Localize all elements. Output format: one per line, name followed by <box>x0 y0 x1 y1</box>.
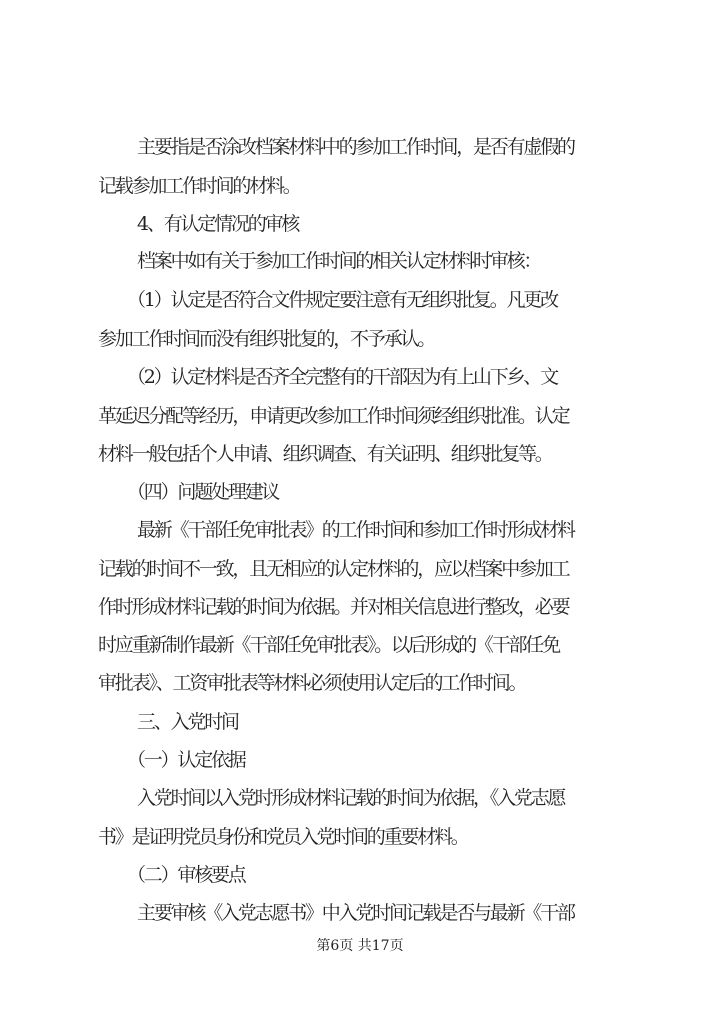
page-number-footer: 第6页 共17页 <box>316 938 404 954</box>
text-line-18: 入党时间以入党时形成材料记载的时间为依据，《入党志愿 <box>137 787 565 809</box>
text-line-9: 材料一般包括个人申请、组织调查、有关证明、组织批复等。 <box>98 443 552 465</box>
text-line-12: 记载的时间不一致，且无相应的认定材料的，应以档案中参加工 <box>98 558 569 580</box>
section-heading-san: 三、入党时间 <box>137 711 238 733</box>
text-line-15: 审批表》、工资审批表等材料必须使用认定后的工作时间。 <box>98 672 526 694</box>
section-heading-si: （四）问题处理建议 <box>127 481 279 503</box>
section-heading-yi: （一）认定依据 <box>127 749 245 771</box>
text-line-19: 书》是证明党员身份和党员入党时间的重要材料。 <box>98 826 468 848</box>
text-line-1: 主要指是否涂改档案材料中的参加工作时间，是否有虚假的 <box>137 136 574 158</box>
text-line-4: 档案中如有关于参加工作时间的相关认定材料时审核： <box>137 250 541 272</box>
section-heading-4: 4、有认定情况的审核 <box>137 213 299 235</box>
text-line-6: 参加工作时间而没有组织批复的，不予承认。 <box>98 328 435 350</box>
text-line-13: 作时形成材料记载的时间为依据。并对相关信息进行整改，必要 <box>98 596 569 618</box>
text-line-14: 时应重新制作最新《干部任免审批表》。以后形成的《干部任免 <box>98 634 559 656</box>
section-heading-er: （二）审核要点 <box>127 864 245 886</box>
text-line-7: （2）认定材料是否齐全完整有的干部因为有上山下乡、文 <box>127 366 557 388</box>
text-line-8: 革延迟分配等经历，申请更改参加工作时间须经组织批准。认定 <box>98 405 569 427</box>
text-line-21: 主要审核《入党志愿书》中入党时间记载是否与最新《干部 <box>137 902 574 924</box>
text-line-5: （1）认定是否符合文件规定要注意有无组织批复。凡更改 <box>127 289 557 311</box>
text-line-11: 最新《干部任免审批表》的工作时间和参加工作时形成材料 <box>137 519 574 541</box>
text-line-2: 记载参加工作时间的材料。 <box>98 175 300 197</box>
